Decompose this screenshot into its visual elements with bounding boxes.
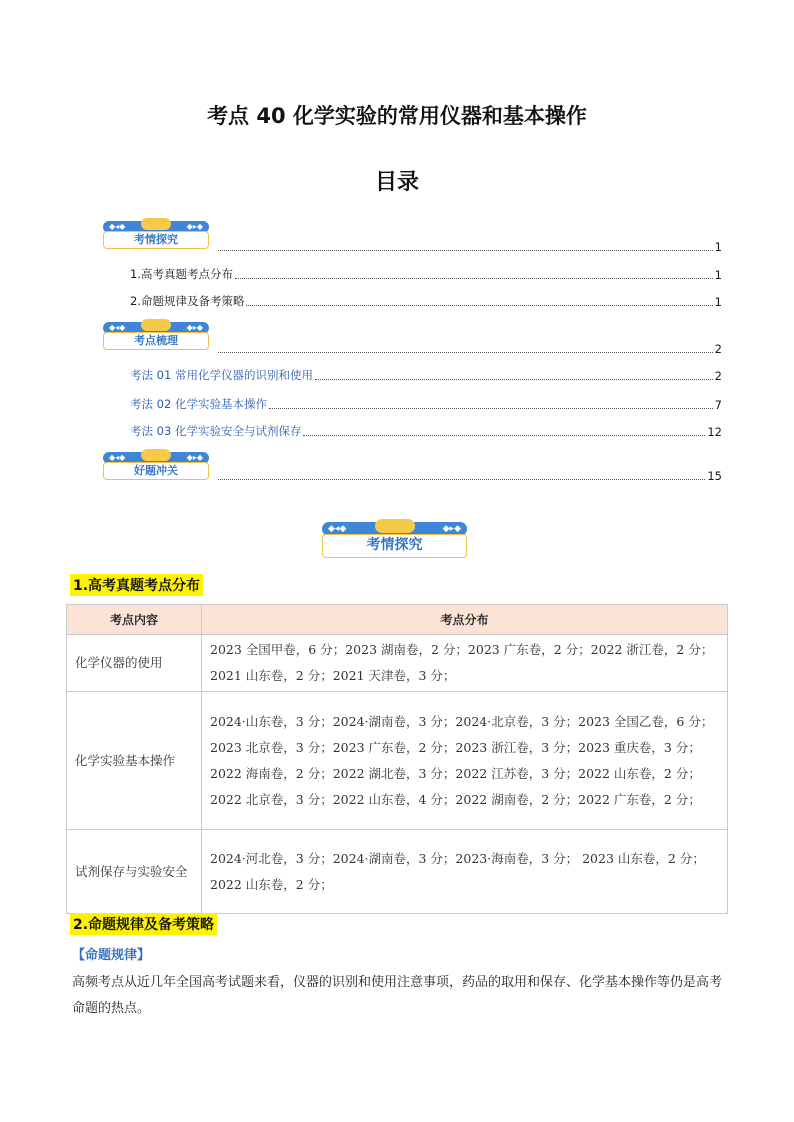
toc-page-number: 15 — [707, 469, 722, 483]
toc-entry-badge-2[interactable] — [216, 342, 722, 356]
toc-entry-text: 考法 03 化学实验安全与试剂保存 — [130, 424, 302, 438]
toc-entry-text: 1.高考真题考点分布 — [130, 267, 233, 281]
distribution-cell — [202, 635, 728, 692]
badge-label: 好题冲关 — [103, 462, 209, 480]
topic-cell: 化学仪器的使用 — [67, 635, 202, 692]
table-header-cell: 考点分布 — [202, 605, 728, 635]
badge-label: 考情探究 — [322, 534, 467, 558]
toc-page-number: 12 — [707, 425, 722, 439]
distribution-line: 2022 山东卷，2 分； — [210, 876, 333, 892]
badge-label: 考情探究 — [103, 231, 209, 249]
toc-entry-badge-3[interactable] — [216, 469, 722, 483]
table-row — [67, 830, 728, 914]
toc-entry[interactable] — [130, 423, 722, 439]
arrow-ornament-icon: ◆▸◆ — [186, 323, 203, 332]
arrow-ornament-icon: ◆◂◆ — [109, 323, 126, 332]
table-row — [67, 635, 728, 692]
toc-entry-text: 考法 01 常用化学仪器的识别和使用 — [130, 368, 313, 382]
table-header-row — [67, 605, 728, 635]
toc-heading: 目录 — [374, 170, 419, 195]
distribution-line: 2022 海南卷，2 分；2022 湖北卷，3 分；2022 江苏卷，3 分；2022 山东卷，2 分；2022 北京卷，3 分；2022 山东卷，4 分；2022 湖南卷，2 分；2022 广东卷，2 分； — [210, 765, 701, 807]
section-1-heading: 1.高考真题考点分布 — [70, 574, 203, 596]
toc-entry[interactable] — [130, 367, 722, 383]
toc-page-number: 1 — [714, 240, 722, 254]
toc-badge-exam-analysis[interactable] — [103, 221, 209, 249]
table-row — [67, 692, 728, 830]
distribution-cell — [202, 692, 728, 830]
arrow-ornament-icon: ◆▸◆ — [442, 524, 461, 534]
arrow-ornament-icon: ◆◂◆ — [109, 453, 126, 462]
arrow-ornament-icon: ◆◂◆ — [328, 524, 347, 534]
table-header-cell: 考点内容 — [67, 605, 202, 635]
exam-distribution-table — [66, 604, 728, 914]
section-badge-exam-analysis — [322, 522, 467, 558]
toc-page-number: 2 — [714, 342, 722, 356]
toc-badge-practice[interactable] — [103, 452, 209, 480]
topic-cell: 化学实验基本操作 — [67, 692, 202, 830]
rule-paragraph: 高频考点从近几年全国高考试题来看，仪器的识别和使用注意事项，药品的取用和保存、化学基本操作等仍是高考命题的热点。 — [72, 975, 723, 1016]
badge-label: 考点梳理 — [103, 332, 209, 350]
toc-entry-text: 2.命题规律及备考策略 — [130, 294, 245, 308]
toc-page-number: 1 — [714, 268, 722, 282]
distribution-line: 2024·河北卷，3 分；2024·湖南卷，3 分；2023·海南卷，3 分； 2023 山东卷，2 分； — [210, 850, 705, 866]
rule-tag: 【命题规律】 — [72, 948, 151, 963]
arrow-ornament-icon: ◆▸◆ — [186, 222, 203, 231]
toc-page-number: 7 — [714, 398, 722, 412]
toc-entry-text: 考法 02 化学实验基本操作 — [130, 397, 267, 411]
arrow-ornament-icon: ◆▸◆ — [186, 453, 203, 462]
toc-page-number: 2 — [714, 369, 722, 383]
distribution-line: 2023 全国甲卷，6 分；2023 湖南卷，2 分；2023 广东卷，2 分；2022 浙江卷，2 分；2021 山东卷，2 分；2021 天津卷，3 分； — [210, 642, 714, 683]
toc-entry[interactable] — [130, 293, 722, 309]
arrow-ornament-icon: ◆◂◆ — [109, 222, 126, 231]
section-2-heading: 2.命题规律及备考策略 — [70, 913, 217, 935]
distribution-cell — [202, 830, 728, 914]
distribution-line: 2024·山东卷，3 分；2024·湖南卷，3 分；2024·北京卷，3 分；2023 全国乙卷，6 分；2023 北京卷，3 分；2023 广东卷，2 分；2023 浙江卷，3 分；2023 重庆卷，3 分； — [210, 713, 714, 755]
toc-page-number: 1 — [714, 295, 722, 309]
toc-entry[interactable] — [130, 396, 722, 412]
topic-cell: 试剂保存与实验安全 — [67, 830, 202, 914]
toc-entry-badge-1[interactable] — [216, 240, 722, 254]
document-title: 考点 40 化学实验的常用仪器和基本操作 — [207, 104, 587, 128]
toc-entry[interactable] — [130, 266, 722, 282]
toc-badge-key-points[interactable] — [103, 322, 209, 350]
